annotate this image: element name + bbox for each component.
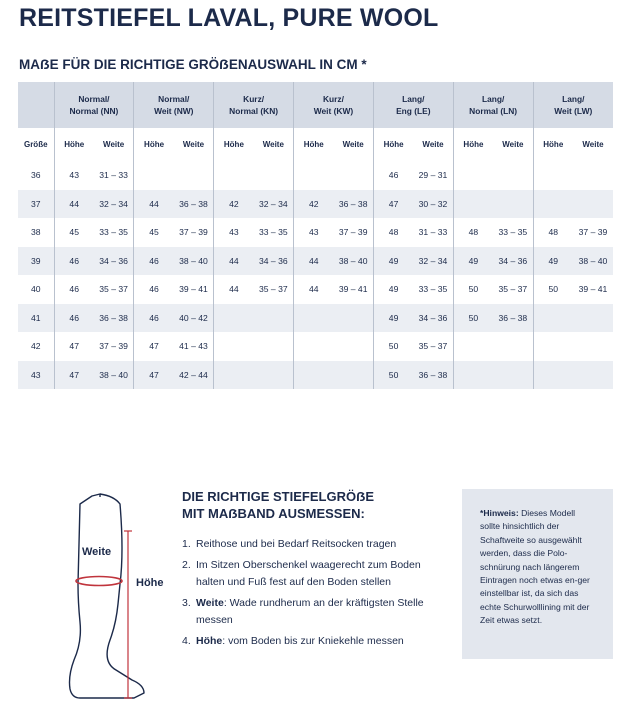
- table-row: [18, 218, 613, 247]
- group-header: Kurz/ Normal (KN): [214, 82, 294, 128]
- width-cell: 33 – 35: [493, 218, 533, 247]
- size-cell: 37: [18, 190, 54, 219]
- height-cell: 48: [533, 218, 573, 247]
- width-header: Weite: [94, 128, 134, 161]
- height-cell: 45: [54, 218, 94, 247]
- page-title: REITSTIEFEL LAVAL, PURE WOOL: [19, 4, 439, 32]
- height-cell: [533, 332, 573, 361]
- height-cell: 49: [533, 247, 573, 276]
- width-cell: [573, 361, 613, 390]
- width-cell: 36 – 38: [174, 190, 214, 219]
- width-cell: 31 – 33: [413, 218, 453, 247]
- table-row: [18, 361, 613, 390]
- height-cell: 49: [453, 247, 493, 276]
- width-cell: 33 – 35: [94, 218, 134, 247]
- height-cell: [214, 332, 254, 361]
- height-cell: 42: [294, 190, 334, 219]
- step-body: [196, 595, 452, 629]
- measure-step: [182, 557, 452, 591]
- width-header: Weite: [573, 128, 613, 161]
- hint-label: *Hinweis:: [480, 508, 519, 518]
- boot-outline: [70, 494, 145, 698]
- width-cell: [493, 332, 533, 361]
- group-header: Lang/ Normal (LN): [453, 82, 533, 128]
- width-cell: [573, 161, 613, 190]
- table-row: [18, 275, 613, 304]
- height-cell: 47: [54, 332, 94, 361]
- width-cell: 41 – 43: [174, 332, 214, 361]
- width-cell: 39 – 41: [333, 275, 373, 304]
- width-header: Weite: [493, 128, 533, 161]
- height-cell: 49: [373, 247, 413, 276]
- height-cell: 43: [214, 218, 254, 247]
- width-cell: [573, 190, 613, 219]
- width-cell: [254, 332, 294, 361]
- width-cell: 34 – 36: [413, 304, 453, 333]
- measure-title-line1: DIE RICHTIGE STIEFELGRÖẞE: [182, 489, 375, 504]
- height-header: Höhe: [214, 128, 254, 161]
- height-cell: [294, 332, 334, 361]
- height-cell: 46: [134, 304, 174, 333]
- size-cell: 42: [18, 332, 54, 361]
- width-cell: 35 – 37: [493, 275, 533, 304]
- height-cell: 49: [373, 304, 413, 333]
- measure-steps: [182, 536, 452, 654]
- step-text: : Wade rundherum an der kräftigsten Stelle messen: [196, 597, 424, 626]
- height-header: Höhe: [134, 128, 174, 161]
- measure-step: [182, 536, 452, 553]
- height-cell: 48: [453, 218, 493, 247]
- hint-text: Dieses Modell sollte hinsichtlich der Schaftweite so ausgewählt werden, dass die Polo-schnürung nach längerem Eintragen noch etwas en-ger einstellbar ist, da sich das echte Schurwolllining mit der Zeit etwas setzt.: [480, 508, 590, 626]
- table-row: [18, 304, 613, 333]
- height-cell: [533, 361, 573, 390]
- height-cell: 47: [134, 332, 174, 361]
- height-cell: 44: [134, 190, 174, 219]
- height-cell: [294, 361, 334, 390]
- height-cell: [294, 304, 334, 333]
- width-cell: 31 – 33: [94, 161, 134, 190]
- width-cell: [333, 304, 373, 333]
- width-cell: 32 – 34: [254, 190, 294, 219]
- group-header: Normal/ Normal (NN): [54, 82, 134, 128]
- height-cell: [453, 161, 493, 190]
- width-header: Weite: [333, 128, 373, 161]
- height-cell: 48: [373, 218, 413, 247]
- step-number: 1.: [182, 538, 191, 550]
- width-header: Weite: [413, 128, 453, 161]
- size-cell: 41: [18, 304, 54, 333]
- measure-title: [182, 488, 374, 522]
- height-header: Höhe: [294, 128, 334, 161]
- measure-step: [182, 595, 452, 629]
- height-cell: 50: [453, 304, 493, 333]
- step-number: 4.: [182, 635, 191, 647]
- step-keyword: Weite: [196, 597, 224, 609]
- width-cell: 35 – 37: [94, 275, 134, 304]
- size-cell: 38: [18, 218, 54, 247]
- width-cell: 37 – 39: [573, 218, 613, 247]
- table-row: [18, 190, 613, 219]
- width-cell: 34 – 36: [254, 247, 294, 276]
- height-cell: 42: [214, 190, 254, 219]
- width-cell: [333, 332, 373, 361]
- height-cell: 46: [54, 247, 94, 276]
- height-header: Höhe: [453, 128, 493, 161]
- step-text: Reithose und bei Bedarf Reitsocken tragen: [196, 538, 397, 550]
- width-cell: 33 – 35: [254, 218, 294, 247]
- width-cell: [493, 361, 533, 390]
- boot-width-label: Weite: [82, 546, 112, 558]
- width-cell: [493, 190, 533, 219]
- width-cell: [333, 161, 373, 190]
- height-cell: 44: [214, 275, 254, 304]
- height-cell: 47: [134, 361, 174, 390]
- height-cell: 43: [294, 218, 334, 247]
- hint-box: [462, 489, 613, 659]
- width-cell: 39 – 41: [573, 275, 613, 304]
- width-header: Weite: [254, 128, 294, 161]
- width-cell: 37 – 39: [174, 218, 214, 247]
- height-cell: [453, 332, 493, 361]
- height-header: Höhe: [373, 128, 413, 161]
- height-cell: [214, 304, 254, 333]
- size-cell: 40: [18, 275, 54, 304]
- width-cell: [254, 161, 294, 190]
- width-cell: [573, 304, 613, 333]
- height-header: Höhe: [54, 128, 94, 161]
- width-cell: 36 – 38: [94, 304, 134, 333]
- width-cell: [174, 161, 214, 190]
- group-header: Normal/ Weit (NW): [134, 82, 214, 128]
- width-cell: 36 – 38: [333, 190, 373, 219]
- width-cell: 32 – 34: [413, 247, 453, 276]
- width-cell: 36 – 38: [493, 304, 533, 333]
- table-subtitle: MAẞE FÜR DIE RICHTIGE GRÖẞENAUSWAHL IN CM *: [19, 57, 367, 72]
- size-cell: 36: [18, 161, 54, 190]
- step-keyword: Höhe: [196, 635, 223, 647]
- step-text: : vom Boden bis zur Kniekehle messen: [222, 635, 404, 647]
- height-cell: [134, 161, 174, 190]
- height-cell: [453, 190, 493, 219]
- height-cell: 46: [54, 275, 94, 304]
- width-cell: 38 – 40: [174, 247, 214, 276]
- width-header: Weite: [174, 128, 214, 161]
- group-header: Lang/ Weit (LW): [533, 82, 613, 128]
- height-cell: 50: [453, 275, 493, 304]
- height-header: Höhe: [533, 128, 573, 161]
- measure-step: [182, 633, 452, 650]
- step-number: 3.: [182, 597, 191, 609]
- table-row: [18, 161, 613, 190]
- width-cell: 36 – 38: [413, 361, 453, 390]
- size-table: [18, 82, 613, 389]
- measure-title-line2: MIT MAẞBAND AUSMESSEN:: [182, 506, 365, 521]
- width-cell: 38 – 40: [573, 247, 613, 276]
- height-cell: [453, 361, 493, 390]
- width-cell: 39 – 41: [174, 275, 214, 304]
- step-body: [196, 633, 404, 650]
- width-cell: 40 – 42: [174, 304, 214, 333]
- group-header-row: [18, 82, 613, 128]
- height-cell: 50: [533, 275, 573, 304]
- height-cell: 44: [214, 247, 254, 276]
- width-cell: 42 – 44: [174, 361, 214, 390]
- width-cell: 29 – 31: [413, 161, 453, 190]
- size-table-body: [18, 161, 613, 389]
- width-cell: 35 – 37: [254, 275, 294, 304]
- width-cell: [573, 332, 613, 361]
- height-cell: [533, 190, 573, 219]
- height-cell: 45: [134, 218, 174, 247]
- height-cell: 44: [294, 247, 334, 276]
- step-number: 2.: [182, 559, 191, 571]
- height-cell: 44: [54, 190, 94, 219]
- height-cell: 47: [373, 190, 413, 219]
- calf-measure-ring: [76, 577, 122, 586]
- height-cell: 50: [373, 361, 413, 390]
- width-cell: 30 – 32: [413, 190, 453, 219]
- height-cell: [214, 361, 254, 390]
- height-cell: [294, 161, 334, 190]
- width-cell: [493, 161, 533, 190]
- width-cell: 37 – 39: [94, 332, 134, 361]
- height-cell: [214, 161, 254, 190]
- size-cell: 39: [18, 247, 54, 276]
- width-cell: 37 – 39: [333, 218, 373, 247]
- width-cell: 35 – 37: [413, 332, 453, 361]
- height-cell: 50: [373, 332, 413, 361]
- sub-header-row: [18, 128, 613, 161]
- height-cell: 46: [54, 304, 94, 333]
- group-header: Kurz/ Weit (KW): [294, 82, 374, 128]
- width-cell: 33 – 35: [413, 275, 453, 304]
- width-cell: 34 – 36: [94, 247, 134, 276]
- height-cell: 46: [134, 275, 174, 304]
- step-text: Im Sitzen Oberschenkel waagerecht zum Boden halten und Fuß fest auf den Boden stellen: [196, 559, 421, 588]
- height-cell: 47: [54, 361, 94, 390]
- width-cell: [254, 304, 294, 333]
- width-cell: [333, 361, 373, 390]
- height-cell: 44: [294, 275, 334, 304]
- width-cell: [254, 361, 294, 390]
- width-cell: 32 – 34: [94, 190, 134, 219]
- boot-illustration: [40, 484, 170, 710]
- width-cell: 38 – 40: [94, 361, 134, 390]
- step-body: [196, 557, 452, 591]
- corner-cell: [18, 82, 54, 128]
- table-row: [18, 332, 613, 361]
- width-cell: 38 – 40: [333, 247, 373, 276]
- height-cell: 49: [373, 275, 413, 304]
- height-cell: [533, 304, 573, 333]
- group-header: Lang/ Eng (LE): [373, 82, 453, 128]
- size-cell: 43: [18, 361, 54, 390]
- boot-height-label: Höhe: [136, 577, 164, 589]
- height-cell: 46: [134, 247, 174, 276]
- size-header: Größe: [18, 128, 54, 161]
- height-cell: 43: [54, 161, 94, 190]
- height-cell: [533, 161, 573, 190]
- table-row: [18, 247, 613, 276]
- width-cell: 34 – 36: [493, 247, 533, 276]
- height-cell: 46: [373, 161, 413, 190]
- step-body: [196, 536, 396, 553]
